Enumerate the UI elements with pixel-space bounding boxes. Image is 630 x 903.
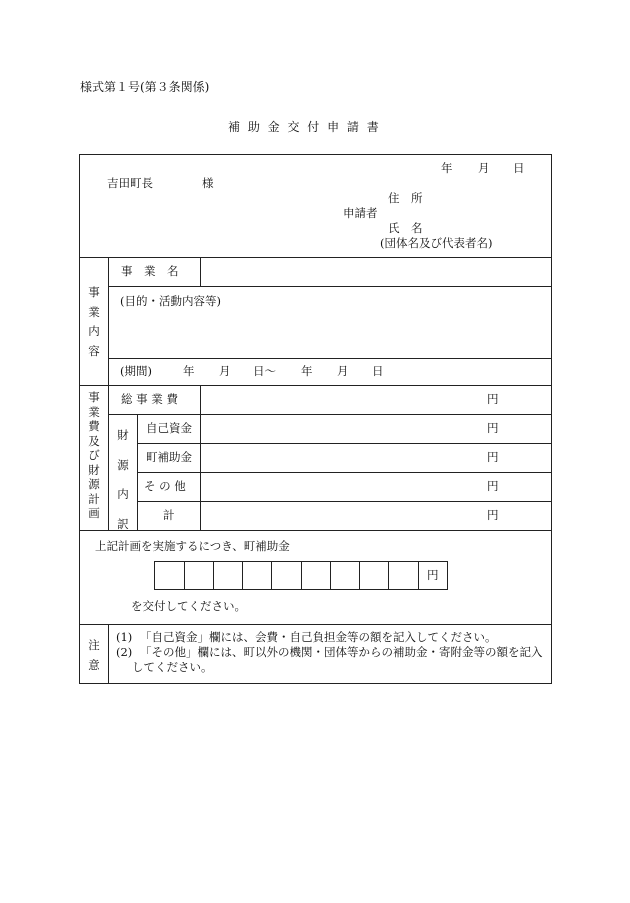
period-start-month: 月: [219, 364, 231, 378]
address-label: 住 所: [388, 191, 423, 205]
recipient-honorific: 様: [202, 176, 214, 190]
business-name-label: 事 業 名: [121, 264, 179, 278]
funding-source-label: 財 源 内 訳: [117, 428, 129, 531]
request-intro: 上記計画を実施するにつき、町補助金: [95, 539, 290, 553]
date-day: 日: [513, 161, 525, 175]
purpose-label: (目的・活動内容等): [120, 294, 221, 308]
note-1-number: (1): [116, 630, 133, 644]
own-funds-label: 自己資金: [146, 421, 192, 435]
applicant-label: 申請者: [343, 206, 378, 220]
town-subsidy-unit: 円: [487, 450, 499, 464]
note-2-number: (2): [116, 645, 133, 659]
sum-unit: 円: [487, 508, 499, 522]
name-label: 氏 名: [388, 221, 423, 235]
sum-label: 計: [163, 508, 175, 522]
total-cost-unit: 円: [487, 392, 499, 406]
period-end-day: 日: [372, 364, 384, 378]
total-cost-label: 総 事 業 費: [121, 392, 178, 406]
town-subsidy-label: 町補助金: [146, 450, 192, 464]
finance-section-label: 事 業 費 及 び 財 源 計 画: [88, 390, 100, 520]
other-funds-unit: 円: [487, 479, 499, 493]
page-title: 補 助 金 交 付 申 請 書: [228, 120, 381, 134]
notes-label: 注 意: [88, 638, 100, 672]
period-start-year: 年: [183, 364, 195, 378]
form-number: 様式第１号(第３条関係): [80, 80, 210, 94]
request-outro: を交付してください。: [131, 599, 246, 613]
period-start-day: 日〜: [253, 364, 276, 378]
note-1-text: 「自己資金」欄には、会費・自己負担金等の額を記入してください。: [140, 630, 497, 644]
note-2-continuation: してください。: [132, 660, 213, 674]
amount-unit: 円: [427, 568, 439, 582]
organization-note: (団体名及び代表者名): [380, 236, 493, 250]
recipient-name: 吉田町長: [107, 176, 153, 190]
note-2-text: 「その他」欄には、町以外の機関・団体等からの補助金・寄附金等の額を記入: [140, 645, 543, 659]
amount-digit-boxes[interactable]: [154, 561, 448, 590]
own-funds-unit: 円: [487, 421, 499, 435]
date-year: 年: [441, 161, 453, 175]
period-end-year: 年: [301, 364, 313, 378]
period-label: (期間): [120, 364, 152, 378]
other-funds-label: そ の 他: [144, 479, 186, 493]
period-end-month: 月: [337, 364, 349, 378]
business-section-label: 事 業 内 容: [88, 285, 100, 358]
date-month: 月: [478, 161, 490, 175]
